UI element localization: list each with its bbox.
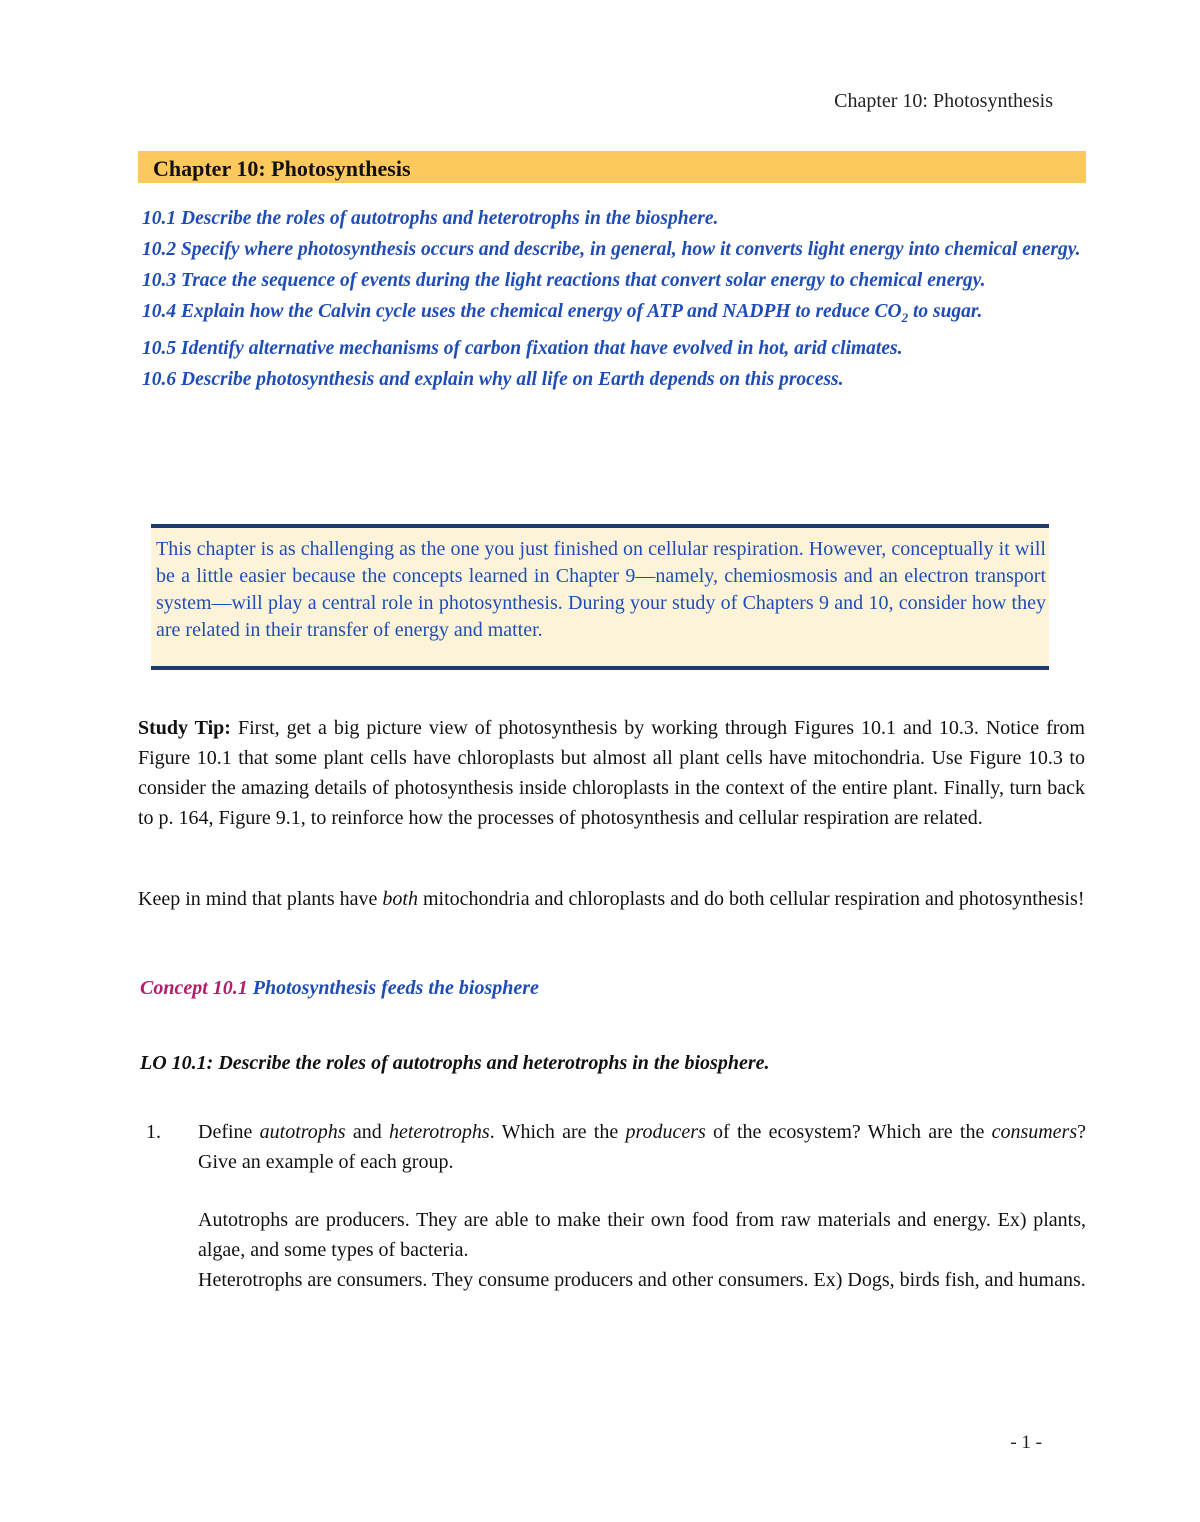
objective-item: 10.6 Describe photosynthesis and explain why all life on Earth depends on this process. bbox=[142, 368, 844, 390]
text: mitochondria and chloroplasts and do both cellular respiration and photosynthesis! bbox=[417, 888, 1085, 910]
keep-in-mind-paragraph bbox=[138, 884, 1085, 914]
running-header: Chapter 10: Photosynthesis bbox=[834, 90, 1053, 112]
learning-objectives-list bbox=[142, 204, 1092, 396]
study-tip-paragraph bbox=[138, 713, 1085, 833]
objective-text: 10.4 Explain how the Calvin cycle uses the chemical energy of ATP and NADPH to reduce CO bbox=[142, 301, 902, 322]
emphasis: producers bbox=[625, 1121, 706, 1143]
emphasis: heterotrophs bbox=[388, 1121, 490, 1143]
text: Keep in mind that plants have bbox=[138, 888, 383, 910]
objective-item: 10.5 Identify alternative mechanisms of carbon fixation that have evolved in hot, arid climates. bbox=[142, 337, 903, 359]
chapter-title: Chapter 10: Photosynthesis bbox=[153, 156, 411, 181]
concept-heading bbox=[140, 977, 539, 1000]
intro-callout-box bbox=[151, 524, 1049, 670]
study-tip-text: First, get a big picture view of photosynthesis by working through Figures 10.1 and 10.3. Notice from Figure 10.1 that some plant cells have chloroplasts but almost all plant cells have mitochondria. Use Figure 10.3 to consider the amazing details of photosynthesis inside chloroplasts in the context of the entire plant. Finally, turn back to p. 164, Figure 9.1, to reinforce how the processes of photosynthesis and cellular respiration are related. bbox=[138, 717, 1085, 829]
answer-autotrophs: Autotrophs are producers. They are able to make their own food from raw materials and energy. Ex) plants, algae, and some types of bacteria. bbox=[198, 1209, 1086, 1261]
question-text bbox=[198, 1117, 1086, 1177]
text: ? Give an example of each group. bbox=[198, 1121, 1086, 1173]
page-number: - 1 - bbox=[1010, 1432, 1042, 1453]
intro-text: This chapter is as challenging as the one you just finished on cellular respiration. However, conceptually it will be a little easier because the concepts learned in Chapter 9—namely, chemiosmosis and an electron transport system—will play a central role in photosynthesis. During your study of Chapters 9 and 10, consider how they are related in their transfer of energy and matter. bbox=[156, 538, 1046, 641]
study-tip-label: Study Tip: bbox=[138, 717, 231, 739]
emphasis: autotrophs bbox=[259, 1121, 346, 1143]
objective-item: 10.1 Describe the roles of autotrophs and heterotrophs in the biosphere. bbox=[142, 208, 719, 229]
objective-item bbox=[142, 297, 1092, 332]
objective-item: 10.2 Specify where photosynthesis occurs and describe, in general, how it converts light energy into chemical energy. bbox=[142, 239, 1081, 260]
concept-title: Photosynthesis feeds the biosphere bbox=[247, 977, 539, 999]
text: of the ecosystem? Which are the bbox=[705, 1121, 992, 1143]
chapter-title-bar bbox=[138, 151, 1086, 183]
question-number: 1. bbox=[146, 1121, 161, 1143]
text: . Which are the bbox=[489, 1121, 626, 1143]
answer-heterotrophs: Heterotrophs are consumers. They consume producers and other consumers. Ex) Dogs, birds fish, and humans. bbox=[198, 1269, 1086, 1291]
concept-label: Concept 10.1 bbox=[140, 977, 248, 999]
emphasis: consumers bbox=[991, 1121, 1078, 1143]
objective-text-tail: to sugar. bbox=[908, 301, 983, 322]
text: and bbox=[345, 1121, 389, 1143]
objective-item: 10.3 Trace the sequence of events during the light reactions that convert solar energy to chemical energy. bbox=[142, 270, 986, 291]
emphasis: both bbox=[382, 888, 418, 910]
subscript: 2 bbox=[901, 309, 909, 325]
lo-heading: LO 10.1: Describe the roles of autotrophs and heterotrophs in the biosphere. bbox=[140, 1052, 770, 1074]
text: Define bbox=[198, 1121, 260, 1143]
